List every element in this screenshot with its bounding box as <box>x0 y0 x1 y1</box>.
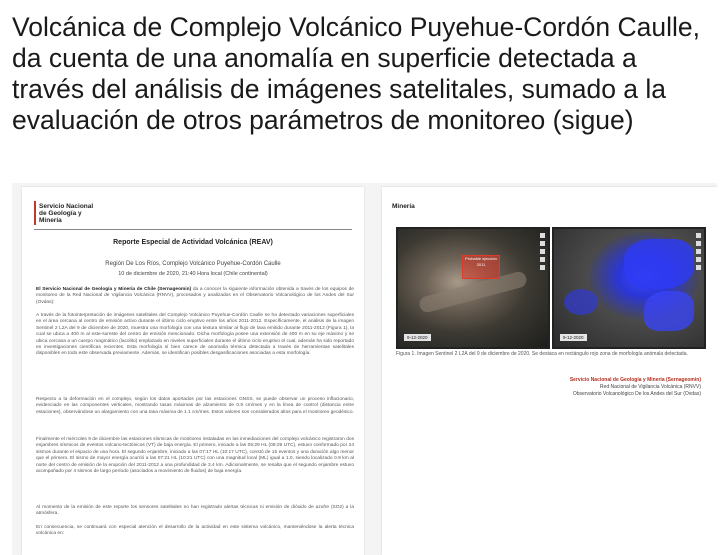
paragraph-1: El Servicio Nacional de Geología y Minería de Chile (Sernageomin) da a conocer la siguiente información obtenida a través de los equipos de monitoreo de la Red Nacional de Vigilancia Volcánica (RNVV), procesados y analizados en el Observatorio Volcanológico de los Andes del Sur (Ovdas): <box>36 287 354 305</box>
report-page-left <box>22 187 364 555</box>
article-headline <box>12 12 717 136</box>
headline-line-2: da cuenta de una anomalía en superficie detectada a <box>12 43 637 73</box>
report-document-image <box>12 183 717 555</box>
image-date-tag: 9-12-2020 <box>560 334 587 341</box>
signature-block: Servicio Nacional de Geología y Minería (Sernageomin) Red Nacional de Vigilancia Volcánica (RNVV) Observatorio Volcanológico De los Andes del Sur (Ovdas) <box>569 377 701 397</box>
headline-line-1: Volcánica de Complejo Volcánico Puyehue-Cordón Caulle, <box>12 12 700 42</box>
blue-region <box>564 289 598 315</box>
paragraph-5: Al momento de la emisión de este reporte los sensores satelitales no han registrado alertas técnicas ni emisión de dióxido de azufre (SO2) a la atmósfera. <box>36 505 354 517</box>
report-page-right <box>382 187 717 555</box>
headline-line-4: evaluación de otros parámetros de monitoreo (sigue) <box>12 105 634 135</box>
headline-line-3: través del análisis de imágenes satelitales, sumado a la <box>12 74 667 104</box>
map-tools <box>696 233 701 273</box>
figure-caption: Figura 1. Imagen Sentinel 2 L2A del 9 de diciembre de 2020. Se destaca en rectángulo rojo zona de morfología anómala detectada. <box>396 351 688 357</box>
org-logo-text: Servicio Nacional de Geología y Minería <box>39 203 94 224</box>
image-date-tag: 9-12-2020 <box>404 334 431 341</box>
anomaly-box: Probable ejección 2011 <box>462 255 500 279</box>
satellite-image-natural <box>396 227 550 349</box>
paragraph-3: Respecto a la deformación en el complejo, según los datos aportados por las estaciones GNSS, se puede observar un proceso inflacionario, evidenciado en las componentes verticales, mostrando tasas máximas de alzamiento de 0.9 cm/mes y en la línea de control (distancia entre estaciones), observándose un alargamiento con una tasa máxima de 1.1 cm/mes. Estos valores son considerados altos para el monitoreo geodésico. <box>36 397 354 415</box>
blue-region <box>644 291 694 331</box>
report-region: Región De Los Ríos, Complejo Volcánico Puyehue-Cordón Caulle <box>105 261 281 267</box>
blue-region <box>624 239 694 289</box>
paragraph-6: En consecuencia, se continuará con especial atención el desarrollo de la actividad en este sistema volcánico, manteniéndose la alerta técnica volcánica en: <box>36 525 354 537</box>
report-title: Reporte Especial de Actividad Volcánica (REAV) <box>113 239 273 246</box>
report-date: 10 de diciembre de 2020, 21:40 Hora local (Chile continental) <box>118 271 268 277</box>
divider <box>34 229 352 230</box>
map-tools <box>540 233 545 273</box>
paragraph-2: A través de la fotointerpretación de imágenes satelitales del Complejo Volcánico Puyehue-Cordón Caulle se ha detectado variaciones superficiales en el área cercana al centro de emisión activo durante el último ciclo eruptivo entre los años 2011-2012. Específicamente, el análisis de la imagen Sentinel 2 L2A del 9 de diciembre de 2020, muestra una morfología con una textura similar al flujo de lava emitido durante 2011-2012 (Figura 1), la cual se ubica a 400 m al este-sureste del centro de emisión mencionado. Dicha morfología posee una extensión de 400 m en su eje máximo y se ubica cercana a un cuerpo magmático (lacolito) emplazado en niveles superficiales durante el último ciclo eruptivo el cual, además ha sido reportado en investigaciones científicas recientes. Esta morfología sí bien carece de anomalía térmica detectada a través de herramientas satelitales disponibles en todo este observada previamente. Además, se identifican posibles desgasificaciones asociadas a esta morfología. <box>36 313 354 357</box>
paragraph-4: Finalmente el miércoles 9 de diciembre las estaciones sísmicas de monitoreo instaladas en las inmediaciones del complejo volcánico registraron dos enjambres sísmicos de eventos volcano-tectónicos (VT) de baja energía. El primero, iniciado a las 05:29 HL (08:29 UTC), estuvo conformado por 24 sismos durante el espacio de una hora. El segundo enjambre, iniciado a las 07:17 HL (10:17 UTC), constó de 15 eventos y una duración algo menor que el primero. El sismo de mayor energía ocurrió a las 07:21 HL (10:21 UTC) con una magnitud local (ML) igual a 1.0, siendo localizado 0.9 km al norte del centro de emisión de la erupción del 2011-2012 a una profundidad de 3.4 km. Adicionalmente, se resalta que el segundo enjambre estuvo acompañado por 4 sismos de largo período (asociados a movimiento de fluidos) de baja energía. <box>36 437 354 475</box>
satellite-image-false-color <box>552 227 706 349</box>
org-label: Minería <box>392 203 415 210</box>
